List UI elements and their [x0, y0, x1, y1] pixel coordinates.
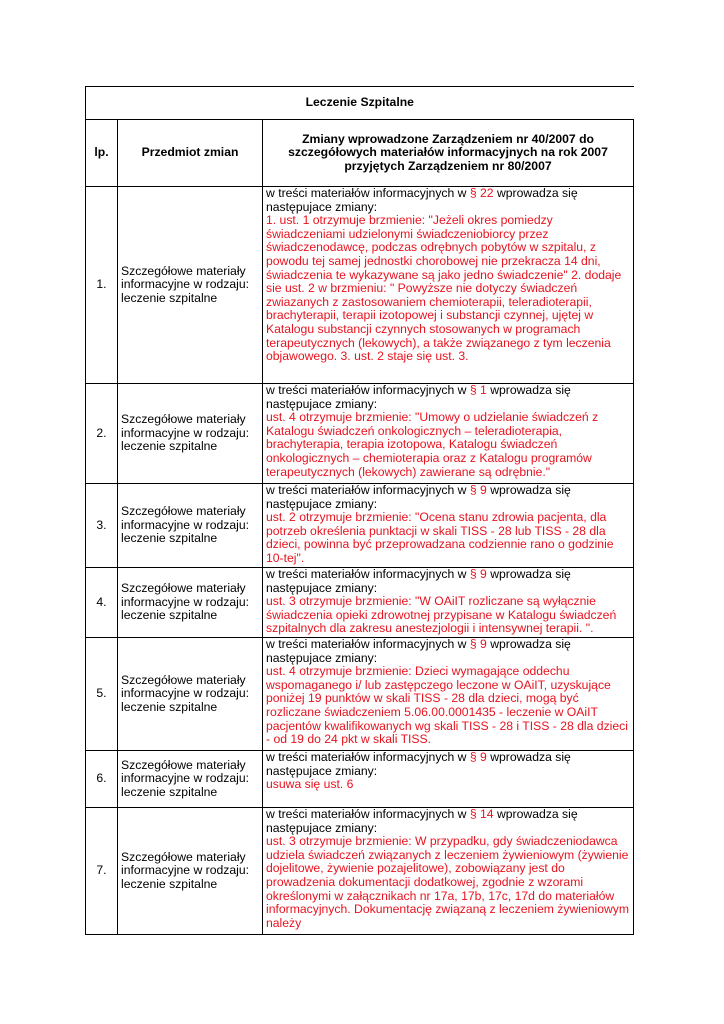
row-number: 3.	[86, 484, 118, 568]
header-subject: Przedmiot zmian	[118, 120, 263, 187]
row-number: 1.	[86, 187, 118, 384]
row-number: 5.	[86, 638, 118, 751]
row-subject: Szczegółowe materiały informacyjne w rodzaju: leczenie szpitalne	[118, 187, 263, 384]
row-number: 4.	[86, 568, 118, 638]
section-ref: § 1	[469, 383, 487, 397]
row-intro-end: wprowadza się następujace zmiany:	[266, 807, 578, 835]
table-row	[86, 484, 634, 568]
row-changes	[263, 384, 634, 484]
change-text: ust. 4 otrzymuje brzmienie: Dzieci wymagające oddechu wspomaganego i/ lub zastępczego leczone w OAiIT, uzyskujące poniżej 19 punktów w skali TISS - 28 dla dzieci, mogą być rozliczane świadczeniem 5.06.00.0001435 - leczenie w OAiIT pacjentów kwalifikowanych wg skali TISS - 28 i TISS - 28 dla dzieci - od 19 do 24 pkt w skali TISS.	[266, 664, 628, 747]
section-ref: § 22	[469, 186, 494, 200]
change-text: ust. 2 otrzymuje brzmienie: "Ocena stanu zdrowia pacjenta, dla potrzeb określenia punktacji w skali TISS - 28 lub TISS - 28 dla dzieci, powinna być przeprowadzana codziennie rano o godzinie 10-tej".	[266, 510, 614, 565]
row-changes	[263, 187, 634, 384]
row-intro: w treści materiałów informacyjnych w	[266, 637, 470, 651]
changes-table	[85, 86, 634, 935]
row-intro: w treści materiałów informacyjnych w	[266, 383, 470, 397]
section-ref: § 14	[469, 807, 494, 821]
section-ref: § 9	[469, 750, 487, 764]
change-text: ust. 3 otrzymuje brzmienie: "W OAiIT rozliczane są wyłącznie świadczenia opieki zdrowotnej przypisane w Katalogu świadczeń szpitalnych dla zakresu anestezjologii i intensywnej terapii. ".	[266, 594, 617, 636]
row-intro-end: wprowadza się następujace zmiany:	[266, 637, 571, 665]
row-changes	[263, 751, 634, 808]
change-text: 1. ust. 1 otrzymuje brzmienie: "Jeżeli okres pomiedzy świadczeniami udzielonymi świadczeniobiorcy przez świadczenodawcę, podczas odrębnych pobytów w szpitalu, z powodu tej samej jednostki chorobowej nie przekracza 14 dni, świadczenia te wykazywane są jako jedno świadczenie" 2. dodaje sie ust. 2 w brzmieniu: " Powyższe nie dotyczy świadczeń zwiazanych z zastosowaniem chemioterapii, teleradioterapii, brachyterapii, terapii izotopowej i substancji czynnej, ujętej w Katalogu substancji czynnych stosowanych w programach terapeutycznych (lekowych), a także związanego z tym leczenia objawowego. 3. ust. 2 staje się ust. 3.	[266, 213, 622, 364]
row-number: 7.	[86, 808, 118, 935]
row-subject: Szczegółowe materiały informacyjne w rodzaju: leczenie szpitalne	[118, 484, 263, 568]
row-subject: Szczegółowe materiały informacyjne w rodzaju: leczenie szpitalne	[118, 808, 263, 935]
row-intro-end: wprowadza się następujace zmiany:	[266, 186, 578, 214]
change-text: usuwa się ust. 6	[266, 777, 354, 792]
change-text: ust. 4 otrzymuje brzmienie: "Umowy o udzielanie świadczeń z Katalogu świadczeń onkologicznych – teleradioterapia, brachyterapia, terapia izotopowa, Katalogu świadczeń onkologicznych – chemioterapia oraz z Katalogu programów terapeutycznych (lekowych) zawierane są odrębnie."	[266, 410, 599, 479]
row-number: 6.	[86, 751, 118, 808]
title-row	[86, 87, 634, 120]
row-changes	[263, 568, 634, 638]
row-subject: Szczegółowe materiały informacyjne w rodzaju: leczenie szpitalne	[118, 638, 263, 751]
table-row	[86, 751, 634, 808]
section-ref: § 9	[469, 567, 487, 581]
row-intro-end: wprowadza się następujace zmiany:	[266, 383, 571, 411]
row-subject: Szczegółowe materiały informacyjne w rodzaju: leczenie szpitalne	[118, 384, 263, 484]
table-row	[86, 187, 634, 384]
row-intro-end: wprowadza się następujace zmiany:	[266, 750, 571, 778]
row-intro: w treści materiałów informacyjnych w	[266, 483, 470, 497]
header-lp: lp.	[86, 120, 118, 187]
row-intro: w treści materiałów informacyjnych w	[266, 807, 470, 821]
row-changes	[263, 484, 634, 568]
table-row	[86, 568, 634, 638]
change-text: ust. 3 otrzymuje brzmienie: W przypadku, gdy świadczeniodawca udziela świadczeń związanych z leczeniem żywieniowym (żywienie dojelitowe, żywienie pozajelitowe), zobowiązany jest do prowadzenia dokumentacji dodatkowej, zgodnie z wzorami określonymi w załącznikach nr 17a, 17b, 17c, 17d do materiałów informacyjnych. Dokumentację związaną z leczeniem żywieniowym należy	[266, 834, 630, 930]
row-intro: w treści materiałów informacyjnych w	[266, 567, 470, 581]
row-intro: w treści materiałów informacyjnych w	[266, 750, 470, 764]
row-number: 2.	[86, 384, 118, 484]
row-changes	[263, 638, 634, 751]
row-subject: Szczegółowe materiały informacyjne w rodzaju: leczenie szpitalne	[118, 751, 263, 808]
header-row	[86, 120, 634, 187]
row-intro-end: wprowadza się następujace zmiany:	[266, 483, 571, 511]
row-intro: w treści materiałów informacyjnych w	[266, 186, 470, 200]
row-intro-end: wprowadza się następujace zmiany:	[266, 567, 571, 595]
header-changes: Zmiany wprowadzone Zarządzeniem nr 40/2007 do szczegółowych materiałów informacyjnych na rok 2007 przyjętych Zarządzeniem nr 80/2007	[263, 120, 634, 187]
table-row	[86, 808, 634, 935]
row-subject: Szczegółowe materiały informacyjne w rodzaju: leczenie szpitalne	[118, 568, 263, 638]
section-ref: § 9	[469, 483, 487, 497]
table-row	[86, 638, 634, 751]
row-changes	[263, 808, 634, 935]
table-title: Leczenie Szpitalne	[86, 87, 634, 120]
table-row	[86, 384, 634, 484]
section-ref: § 9	[469, 637, 487, 651]
